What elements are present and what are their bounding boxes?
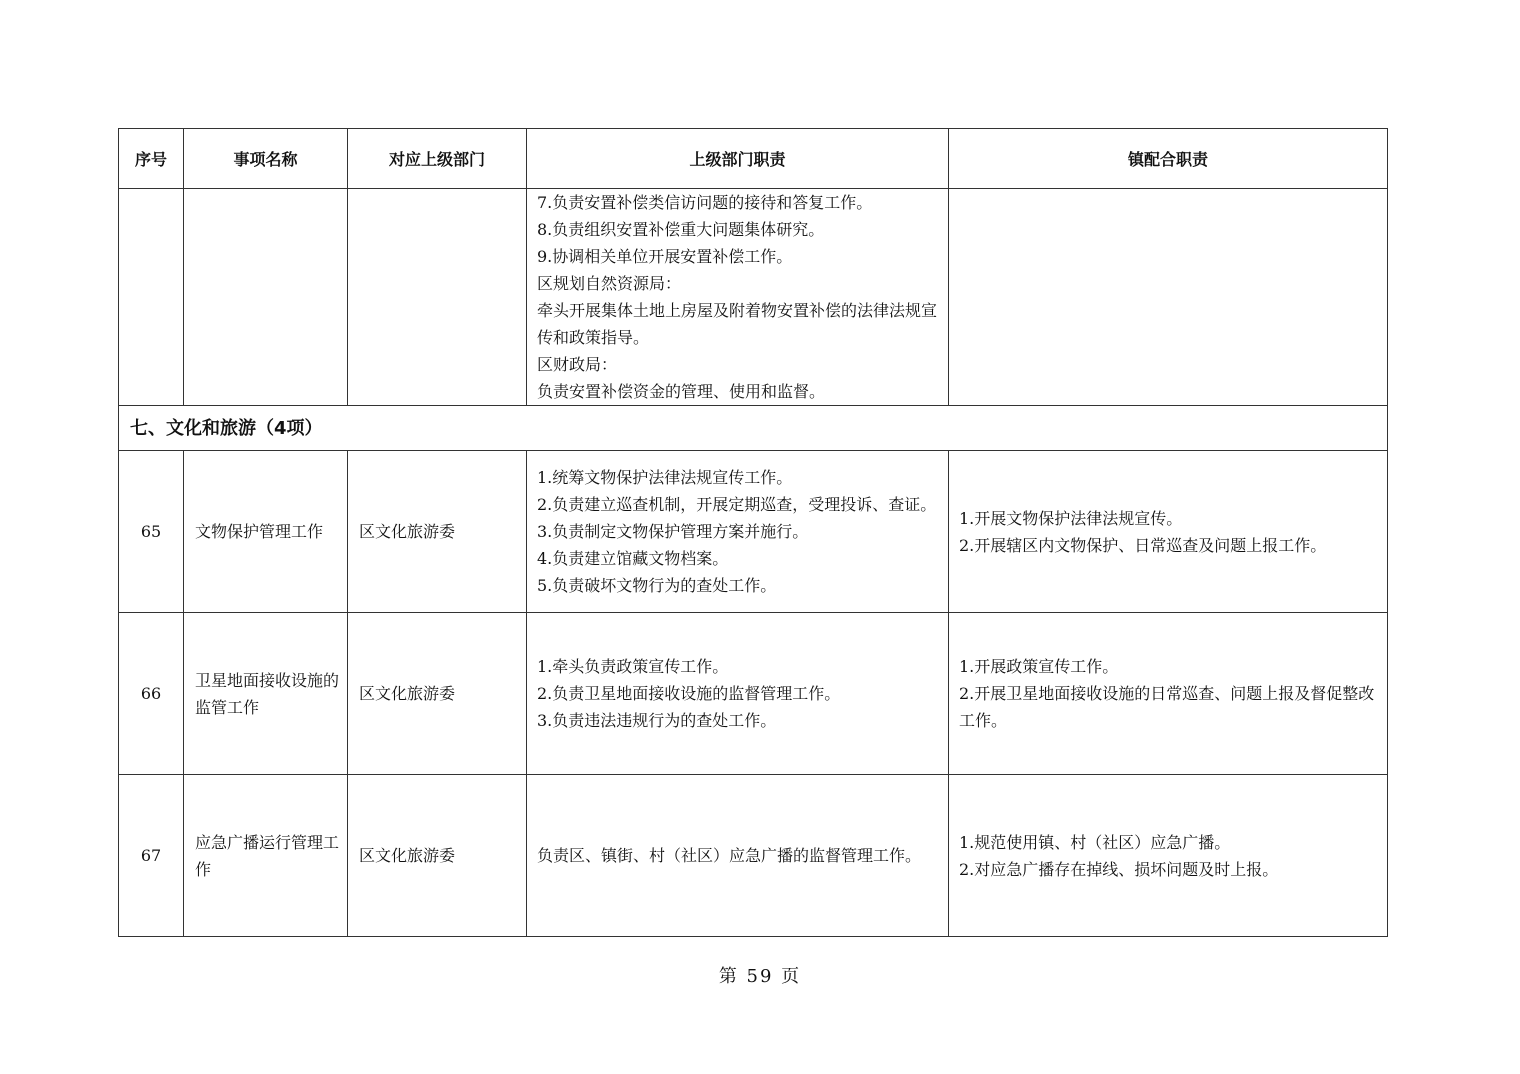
cell-no: 67 (119, 775, 184, 937)
duty-line: 1.牵头负责政策宣传工作。 (537, 657, 729, 676)
duty-line: 1.统筹文物保护法律法规宣传工作。 (537, 468, 793, 487)
header-no: 序号 (119, 129, 184, 189)
duty-line: 区规划自然资源局： (537, 274, 682, 293)
cell-no: 65 (119, 451, 184, 613)
cell-dept (348, 189, 527, 406)
town-line: 2.对应急广播存在掉线、损坏问题及时上报。 (959, 859, 1279, 879)
table-row (119, 451, 1388, 613)
cell-dept: 区文化旅游委 (348, 451, 527, 613)
cell-no (119, 189, 184, 406)
cell-duty (527, 189, 949, 406)
duty-line: 8.负责组织安置补偿重大问题集体研究。 (537, 220, 825, 239)
town-line: 1.开展文物保护法律法规宣传。 (959, 508, 1183, 528)
cell-name (184, 189, 348, 406)
duty-line: 负责区、镇街、村（社区）应急广播的监督管理工作。 (537, 846, 922, 865)
cell-name: 应急广播运行管理工作 (184, 775, 348, 937)
duty-line: 4.负责建立馆藏文物档案。 (537, 549, 729, 568)
town-line: 2.开展辖区内文物保护、日常巡查及问题上报工作。 (959, 535, 1327, 555)
duty-line: 2.负责卫星地面接收设施的监督管理工作。 (537, 684, 841, 703)
header-dept: 对应上级部门 (348, 129, 527, 189)
duty-line: 9.协调相关单位开展安置补偿工作。 (537, 247, 793, 266)
duty-line: 2.负责建立巡查机制，开展定期巡查，受理投诉、查证。 (537, 495, 937, 514)
table-row (119, 775, 1388, 937)
header-town: 镇配合职责 (949, 129, 1388, 189)
table-row (119, 613, 1388, 775)
duty-line: 3.负责制定文物保护管理方案并施行。 (537, 522, 809, 541)
cell-name: 卫星地面接收设施的监管工作 (184, 613, 348, 775)
cell-duty (527, 613, 949, 775)
cell-town (949, 189, 1388, 406)
duty-line: 5.负责破坏文物行为的查处工作。 (537, 576, 777, 595)
duty-line: 区财政局： (537, 355, 618, 374)
cell-dept: 区文化旅游委 (348, 775, 527, 937)
duty-line: 负责安置补偿资金的管理、使用和监督。 (537, 382, 826, 401)
cell-name: 文物保护管理工作 (184, 451, 348, 613)
cell-dept: 区文化旅游委 (348, 613, 527, 775)
duty-line: 3.负责违法违规行为的查处工作。 (537, 711, 777, 730)
duty-table (118, 128, 1388, 937)
town-line: 1.规范使用镇、村（社区）应急广播。 (959, 832, 1231, 852)
table-header-row (119, 129, 1388, 189)
cell-town (949, 451, 1388, 613)
table-row-continuation (119, 189, 1388, 406)
cell-town (949, 613, 1388, 775)
town-line: 2.开展卫星地面接收设施的日常巡查、问题上报及督促整改工作。 (959, 684, 1375, 730)
duty-line: 牵头开展集体土地上房屋及附着物安置补偿的法律法规宣传和政策指导。 (537, 301, 938, 347)
section-title: 七、文化和旅游（4项） (119, 406, 1388, 451)
page-number: 第 59 页 (718, 966, 802, 987)
section-row (119, 406, 1388, 451)
cell-town (949, 775, 1388, 937)
header-duty: 上级部门职责 (527, 129, 949, 189)
header-name: 事项名称 (184, 129, 348, 189)
cell-no: 66 (119, 613, 184, 775)
duty-line: 7.负责安置补偿类信访问题的接待和答复工作。 (537, 193, 873, 212)
cell-duty (527, 775, 949, 937)
cell-duty (527, 451, 949, 613)
town-line: 1.开展政策宣传工作。 (959, 657, 1119, 676)
